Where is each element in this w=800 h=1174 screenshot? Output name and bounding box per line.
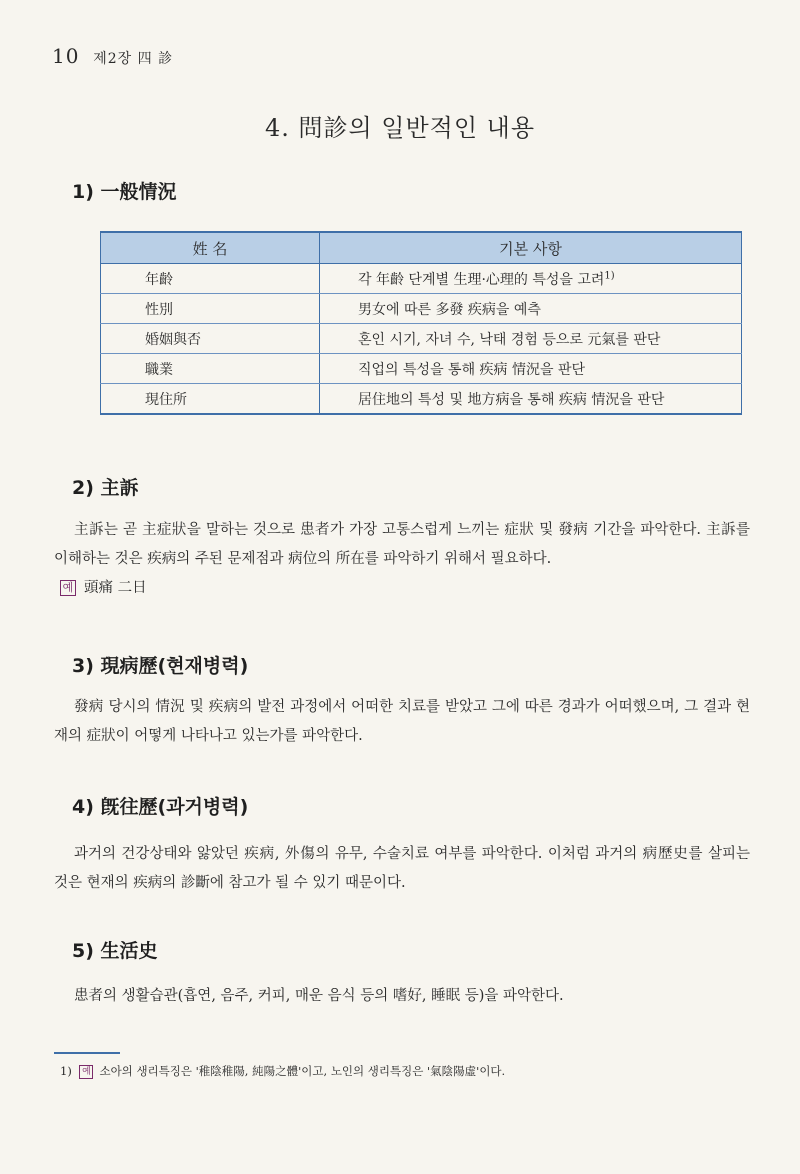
footnote <box>60 1063 505 1079</box>
section-heading-life-history: 5) 生活史 <box>72 940 158 962</box>
footnote-text: 소아의 생리특징은 '稚陰稚陽, 純陽之體'이고, 노인의 생리특징은 '氣陰陽虛'이다. <box>99 1064 506 1078</box>
section-body-chief-complaint: 主訴는 곧 主症狀을 말하는 것으로 患者가 가장 고통스럽게 느끼는 症狀 및 發病 기간을 파악한다. 主訴를 이해하는 것은 疾病의 주된 문제점과 病位의 所在를 파악하기 위해서 필요하다. <box>54 522 750 567</box>
example-text: 頭痛 二日 <box>84 580 147 596</box>
section-heading-past-history: 4) 旣往歷(과거병력) <box>72 796 249 818</box>
table-header-row <box>101 232 742 264</box>
general-info-table <box>100 231 742 415</box>
table-row <box>101 384 742 415</box>
table-header-cell: 姓 名 <box>101 232 320 264</box>
table-cell: 혼인 시기, 자녀 수, 낙태 경험 등으로 元氣를 판단 <box>320 324 742 354</box>
table-row <box>101 324 742 354</box>
table-cell: 婚姻與否 <box>101 324 320 354</box>
table-row <box>101 294 742 324</box>
example-line <box>60 576 147 597</box>
footnote-ref: 1) <box>604 269 615 281</box>
section-body-life-history: 患者의 생활습관(흡연, 음주, 커피, 매운 음식 등의 嗜好, 睡眠 등)을 파악한다. <box>74 988 564 1004</box>
page-title: 4. 問診의 일반적인 내용 <box>264 114 536 142</box>
section-body-present-illness: 發病 당시의 情況 및 疾病의 발전 과정에서 어떠한 치료를 받았고 그에 따른 경과가 어떠했으며, 그 결과 현재의 症狀이 어떻게 나타나고 있는가를 파악한다. <box>54 699 750 744</box>
table-cell-text: 각 年齡 단계별 生理·心理的 특성을 고려 <box>358 271 605 288</box>
footnote-marker: 1) <box>60 1064 72 1078</box>
example-badge: 예 <box>60 580 76 596</box>
section-heading-chief-complaint: 2) 主訴 <box>72 477 139 499</box>
table-row <box>101 354 742 384</box>
table-cell: 居住地의 특성 및 地方病을 통해 疾病 情況을 판단 <box>320 384 742 415</box>
section-heading-present-illness: 3) 現病歷(현재병력) <box>72 655 249 677</box>
section-body-past-history: 과거의 건강상태와 앓았던 疾病, 外傷의 유무, 수술치료 여부를 파악한다. 이처럼 과거의 病歷史를 살피는 것은 현재의 疾病의 診斷에 참고가 될 수 있기 때문이다. <box>54 846 750 891</box>
page-number: 10 <box>52 44 80 68</box>
footnote-example-badge: 예 <box>79 1065 93 1079</box>
chapter-label: 제2장 四 診 <box>93 51 174 67</box>
table-cell: 年齡 <box>101 264 320 294</box>
table-cell: 性別 <box>101 294 320 324</box>
table-header-cell: 기본 사항 <box>320 232 742 264</box>
footnote-divider <box>54 1052 120 1054</box>
table-cell: 직업의 특성을 통해 疾病 情況을 판단 <box>320 354 742 384</box>
section-heading-general: 1) 一般情況 <box>72 181 177 203</box>
table-cell: 現住所 <box>101 384 320 415</box>
running-head <box>52 44 173 68</box>
table-cell <box>320 264 742 294</box>
table-cell: 職業 <box>101 354 320 384</box>
table-cell: 男女에 따른 多發 疾病을 예측 <box>320 294 742 324</box>
table-row <box>101 264 742 294</box>
